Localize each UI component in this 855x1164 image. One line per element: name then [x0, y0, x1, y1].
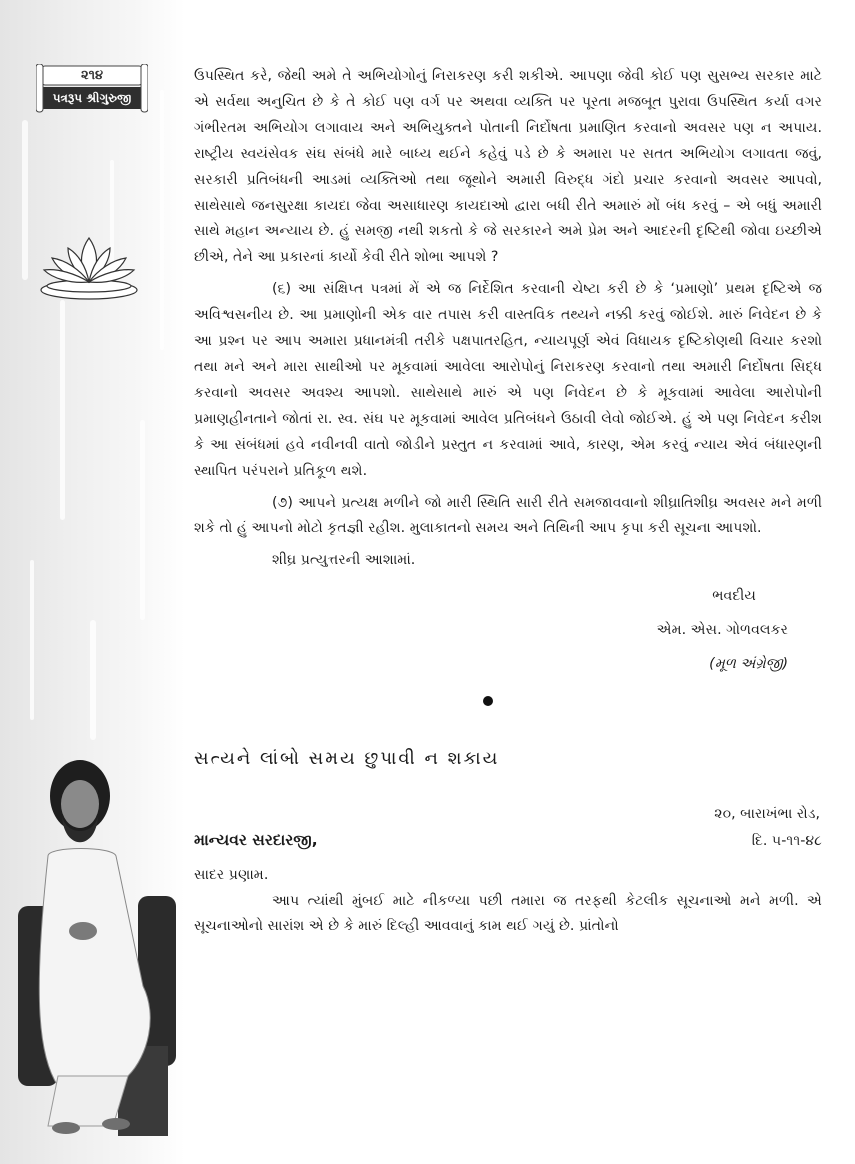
- letter2-salutation: માન્યવર સરદારજી,: [194, 830, 318, 849]
- letter1-note: (મૂળ અંગ્રેજી): [709, 656, 788, 673]
- lotus-icon: [38, 232, 140, 304]
- letter1-paragraph-6: (૬) આ સંક્ષિપ્ત પત્રમાં મેં એ જ નિર્દેશિત કરવાની ચેષ્ટા કરી છે કે ‘પ્રમાણો’ પ્રથમ દૃષ્ટિએ જ અવિશ્વસનીય છે. આ પ્રમાણોની એક વાર તપાસ કરી વાસ્તવિક તથ્યને નક્કી કરવું જોઈશે. મારું નિવેદન છે કે આ પ્રશ્ન પર આપ અમારા પ્રધાનમંત્રી તરીકે પક્ષપાતરહિત, ન્યાયપૂર્ણ એવં વિધાયક દૃષ્ટિકોણથી વિચાર કરશો તથા મને અને મારા સાથીઓ પર મૂકવામાં આવેલા આરોપોનું નિરાકરણ કરવાનો તથા અમારી નિર્દોષતા સિદ્ધ કરવાનો અવસર અવશ્ય આપશો. સાથેસાથે મારું એ પણ નિવેદન છે કે મૂકવામાં આવેલા આરોપોની પ્રમાણહીનતાને જોતાં રા. સ્વ. સંઘ પર મૂકવામાં આવેલ પ્રતિબંધને ઉઠાવી લેવો જોઈએ. હું એ પણ નિવેદન કરીશ કે આ સંબંધમાં હવે નવીનવી વાતો જોડીને પ્રસ્તુત ન કરવામાં આવે, કારણ, એમ કરવું ન્યાય એવં બંધારણની સ્થાપિત પરંપરાને પ્રતિકૂળ થશે.: [194, 281, 822, 479]
- portrait-illustration: [18, 756, 198, 1136]
- letter2-greeting: સાદર પ્રણામ.: [194, 866, 269, 883]
- page-body: [194, 64, 822, 940]
- letter1-paragraph-7: (૭) આપને પ્રત્યક્ષ મળીને જો મારી સ્થિતિ સારી રીતે સમજાવવાનો શીઘ્રાતિશીઘ્ર અવસર મને મળી શકે તો હું આપનો મોટો કૃતજ્ઞી રહીશ. મુલાકાતનો સમય અને તિથિની આપ કૃપા કરી સૂચના આપશો.: [194, 494, 822, 537]
- letter1-paragraph-1: ઉપસ્થિત કરે, જેથી અમે તે અભિયોગોનું નિરાકરણ કરી શકીએ. આપણા જેવી કોઈ પણ સુસભ્ય સરકાર માટે એ સર્વથા અનુચિત છે કે તે કોઈ પણ વર્ગ પર અથવા વ્યક્તિ પર પૂરતા મજબૂત પુરાવા ઉપસ્થિત કર્યા વગર ગંભીરતમ અભિયોગ લગાવાય અને અભિયુક્તને પોતાની નિર્દોષતા પ્રમાણિત કરવાનો અવસર પણ ન અપાય. રાષ્ટ્રીય સ્વયંસેવક સંઘ સંબંધે મારે બાધ્ય થઈને કહેવું પડે છે કે અમારા પર સતત અભિયોગ લગાવતા જવું, સરકારી પ્રતિબંધની આડમાં વ્યક્તિઓ તથા જૂથોને અમારી વિરુદ્ધ ગંદો પ્રચાર કરવાનો અવસર આપવો, સાથેસાથે જનસુરક્ષા કાયદા જેવા અસાધારણ કાયદાઓ દ્વારા બધી રીતે અમારું મોં બંધ કરવું – એ બધું અમારી સાથે મહાન અન્યાય છે. હું સમજી નથી શકતો કે જે સરકારને અમે પ્રેમ અને આદરની દૃષ્ટિથી જોવા ઇચ્છીએ છીએ, તેને આ પ્રકારનાં કાર્યો કેવી રીતે શોભા આપશે ?: [194, 68, 822, 266]
- letter2-address: ૨૦, બારાખંભા રોડ,: [714, 805, 820, 822]
- letter2-title: સત્યને લાંબો સમય છુપાવી ન શકાય: [194, 747, 500, 769]
- page-number: ૨૧૪: [80, 68, 104, 83]
- book-title: પત્રરૂપ શ્રીગુરુજી: [52, 91, 132, 105]
- letter1-closing: શીઘ્ર પ્રત્યુત્તરની આશામાં.: [272, 552, 416, 569]
- letter2-body: આપ ત્યાંથી મુંબઈ માટે નીકળ્યા પછી તમારા જ તરફથી કેટલીક સૂચનાઓ મને મળી. એ સૂચનાઓનો સારાંશ એ છે કે મારું દિલ્હી આવવાનું કામ થઈ ગયું છે. પ્રાંતોનો: [194, 892, 822, 935]
- page-badge: [36, 64, 148, 114]
- section-divider-bullet: [483, 696, 493, 706]
- letter1-sign-off: ભવદીય: [712, 588, 756, 605]
- letter2-salutation-row: [194, 828, 822, 855]
- letter2-date: દિ. ૫-૧૧-૪૮: [751, 832, 822, 849]
- letter1-signature: એમ. એસ. ગોળવલકર: [656, 622, 788, 639]
